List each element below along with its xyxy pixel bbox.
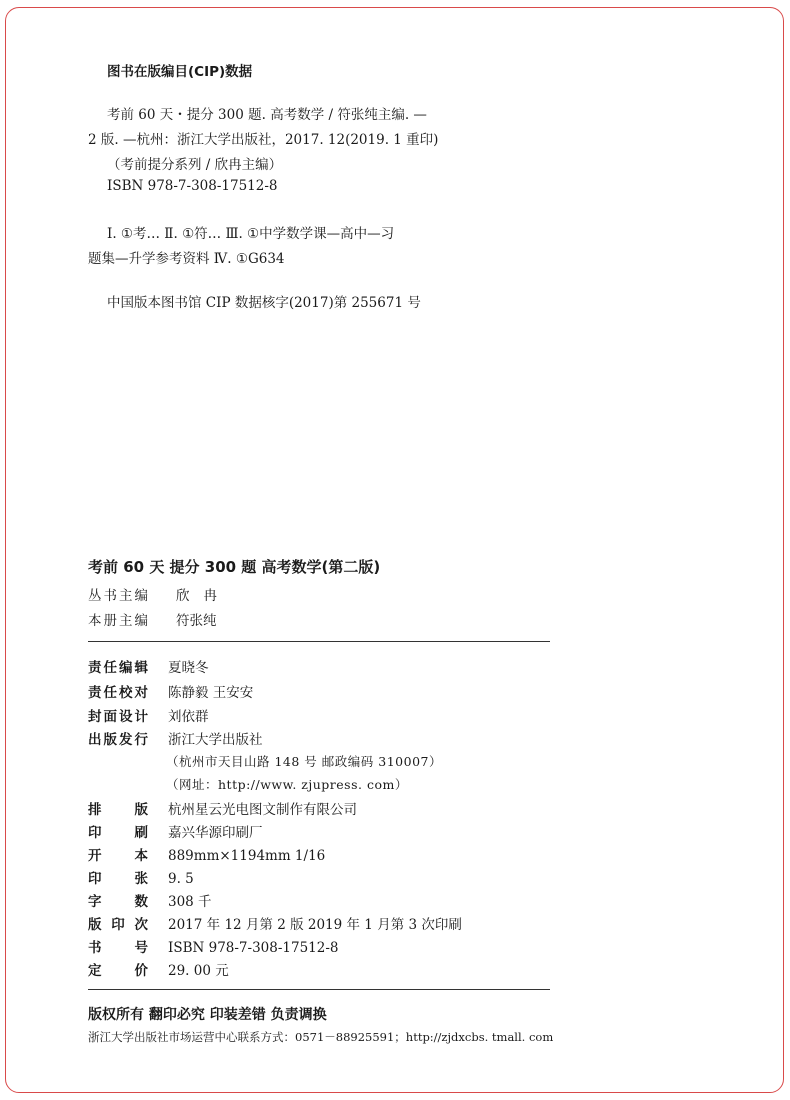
publisher-address: （杭州市天目山路 148 号 邮政编码 310007） — [166, 754, 442, 769]
cip-verification: 中国版本图书馆 CIP 数据核字(2017)第 255671 号 — [107, 295, 421, 311]
credit-label: 开本 — [88, 848, 148, 864]
series-editor-row — [88, 584, 231, 604]
credit-label: 封面设计 — [88, 709, 148, 725]
cip-classification-1: Ⅰ. ①考… Ⅱ. ①符… Ⅲ. ①中学数学课—高中—习 — [107, 226, 395, 242]
credit-label: 版印次 — [88, 917, 148, 933]
credit-value: 308 千 — [168, 894, 212, 910]
credit-row-cover-design — [88, 705, 209, 725]
credit-label: 字数 — [88, 894, 148, 910]
volume-editor-label: 本册主编 — [88, 613, 150, 629]
credit-row-word-count — [88, 890, 212, 910]
credit-value: 刘依群 — [168, 709, 209, 725]
publisher-website: （网址：http://www. zjupress. com） — [166, 777, 408, 792]
credit-value: 嘉兴华源印刷厂 — [168, 825, 263, 841]
credit-value: 杭州星云光电图文制作有限公司 — [168, 802, 357, 818]
series-editor-value: 欣冉 — [176, 588, 231, 604]
credit-row-editor — [88, 656, 209, 676]
cip-line-1: 考前 60 天・提分 300 题. 高考数学 / 符张纯主编. — — [107, 107, 427, 123]
credit-label: 印张 — [88, 871, 148, 887]
cip-classification-2: 题集—升学参考资料 Ⅳ. ①G634 — [88, 251, 285, 267]
credit-row-edition — [88, 913, 462, 933]
credit-value: 2017 年 12 月第 2 版 2019 年 1 月第 3 次印刷 — [168, 917, 462, 933]
credit-label: 责任编辑 — [88, 660, 148, 676]
divider-bottom — [88, 989, 550, 990]
book-title: 考前 60 天 提分 300 题 高考数学(第二版) — [88, 558, 381, 576]
credit-value: 9. 5 — [168, 871, 194, 887]
cip-line-3: （考前提分系列 / 欣冉主编） — [107, 157, 283, 173]
cip-line-2: 2 版. —杭州：浙江大学出版社，2017. 12(2019. 1 重印) — [88, 132, 439, 148]
volume-editor-value: 符张纯 — [176, 613, 217, 629]
credit-row-price — [88, 959, 229, 979]
credit-label: 印刷 — [88, 825, 148, 841]
credit-value: ISBN 978-7-308-17512-8 — [168, 940, 339, 956]
cip-isbn: ISBN 978-7-308-17512-8 — [107, 178, 278, 194]
rights-notice: 版权所有 翻印必究 印装差错 负责调换 — [88, 1007, 327, 1023]
credit-value: 889mm×1194mm 1/16 — [168, 848, 326, 864]
credit-value: 浙江大学出版社 — [168, 732, 263, 748]
credit-value: 陈静毅 王安安 — [168, 685, 254, 701]
series-editor-label: 丛书主编 — [88, 588, 150, 604]
cip-title: 图书在版编目(CIP)数据 — [107, 64, 253, 80]
credit-label: 书号 — [88, 940, 148, 956]
credit-row-typesetting — [88, 798, 357, 818]
credit-row-isbn — [88, 936, 339, 956]
volume-editor-row — [88, 609, 217, 629]
credit-row-proofreader — [88, 681, 253, 701]
credit-label: 出版发行 — [88, 732, 148, 748]
credit-label: 排版 — [88, 802, 148, 818]
credit-row-sheets — [88, 867, 194, 887]
credit-row-printing — [88, 821, 263, 841]
contact-info: 浙江大学出版社市场运营中心联系方式：0571－88925591；http://zjdxcbs. tmall. com — [88, 1030, 554, 1044]
credit-value: 夏晓冬 — [168, 660, 209, 676]
credit-value: 29. 00 元 — [168, 963, 229, 979]
divider-top — [88, 641, 550, 642]
credit-label: 定价 — [88, 963, 148, 979]
credit-label: 责任校对 — [88, 685, 148, 701]
credit-row-format — [88, 844, 325, 864]
credit-row-publisher — [88, 728, 263, 748]
